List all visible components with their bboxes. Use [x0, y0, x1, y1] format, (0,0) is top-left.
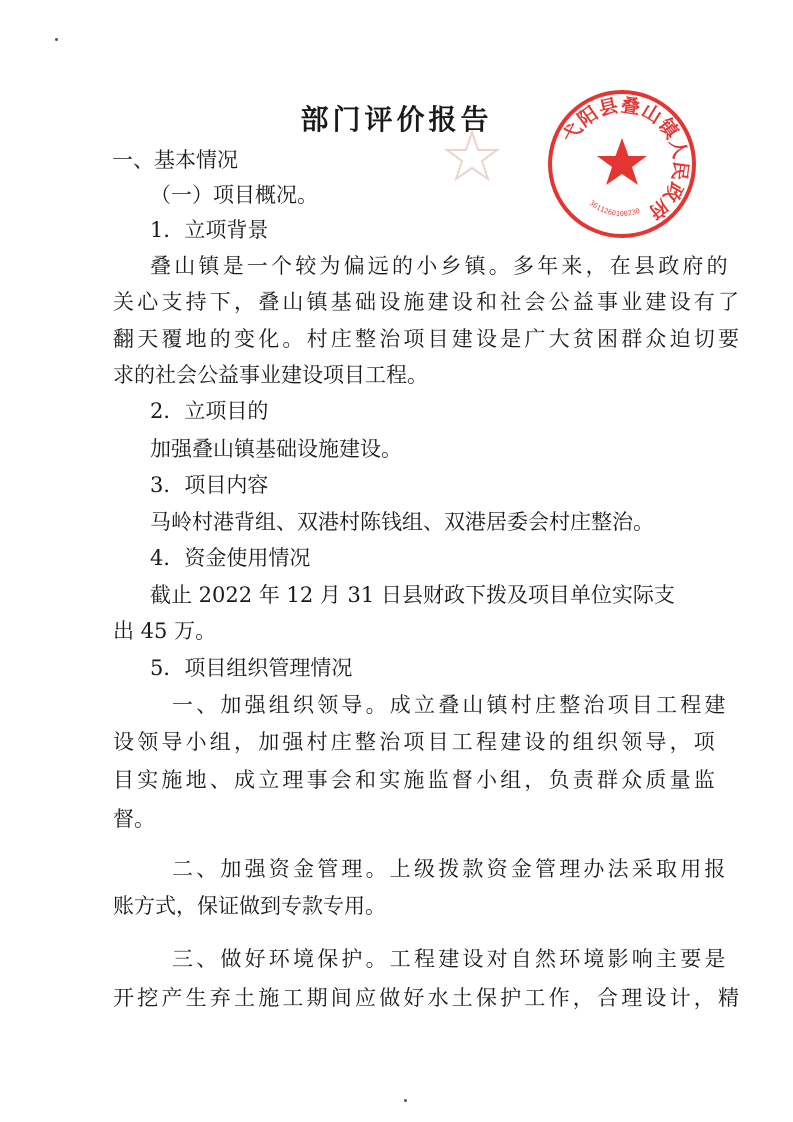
paragraph-line: 叠山镇是一个较为偏远的小乡镇。多年来，在县政府的 — [150, 254, 731, 278]
svg-text:3611260100230 — [588, 199, 641, 218]
paragraph-line: 截止 2022 年 12 月 31 日县财政下拨及项目单位实际支 — [150, 583, 675, 607]
official-seal-stamp — [546, 88, 698, 240]
section-heading: 一、基本情况 — [112, 148, 238, 172]
seal-text: 弋阳县叠山镇人民政府 — [558, 94, 692, 225]
seal-code: 3611260100230 — [587, 198, 642, 219]
scan-speck — [404, 1099, 407, 1102]
faded-stamp-mark — [425, 122, 520, 202]
paragraph-line: 账方式，保证做到专款专用。 — [113, 894, 386, 918]
document-title: 部门评价报告 — [300, 103, 493, 136]
item-heading: 4．资金使用情况 — [150, 546, 311, 570]
item-heading: 3．项目内容 — [150, 473, 269, 497]
paragraph-line: 求的社会公益事业建设项目工程。 — [113, 363, 428, 387]
item-heading: 2．立项目的 — [150, 399, 269, 423]
paragraph-line: 翻天覆地的变化。村庄整治项目建设是广大贫困群众迫切要 — [113, 327, 743, 351]
paragraph-line: 开挖产生弃土施工期间应做好水土保护工作，合理设计，精 — [113, 986, 743, 1010]
paragraph-line: 三、做好环境保护。工程建设对自然环境影响主要是 — [172, 947, 729, 971]
paragraph-line: 出 45 万。 — [113, 619, 217, 643]
paragraph-line: 关心支持下，叠山镇基础设施建设和社会公益事业建设有了 — [113, 290, 743, 314]
star-icon — [597, 138, 647, 185]
paragraph-line: 马岭村港背组、双港村陈钱组、双港居委会村庄整治。 — [150, 510, 654, 534]
paragraph-line: 二、加强资金管理。上级拨款资金管理办法采取用报 — [172, 857, 729, 881]
paragraph-line: 督。 — [113, 807, 155, 831]
paragraph-line: 目实施地、成立理事会和实施监督小组，负责群众质量监 — [113, 768, 718, 792]
scan-speck — [55, 38, 58, 41]
item-heading: 5．项目组织管理情况 — [150, 656, 353, 680]
paragraph-line: 一、加强组织领导。成立叠山镇村庄整治项目工程建 — [172, 693, 729, 717]
subsection-heading: （一）项目概况。 — [150, 183, 318, 207]
item-heading: 1．立项背景 — [150, 218, 269, 242]
paragraph-line: 加强叠山镇基础设施建设。 — [150, 437, 402, 461]
paragraph-line: 设领导小组，加强村庄整治项目工程建设的组织领导，项 — [113, 730, 718, 754]
